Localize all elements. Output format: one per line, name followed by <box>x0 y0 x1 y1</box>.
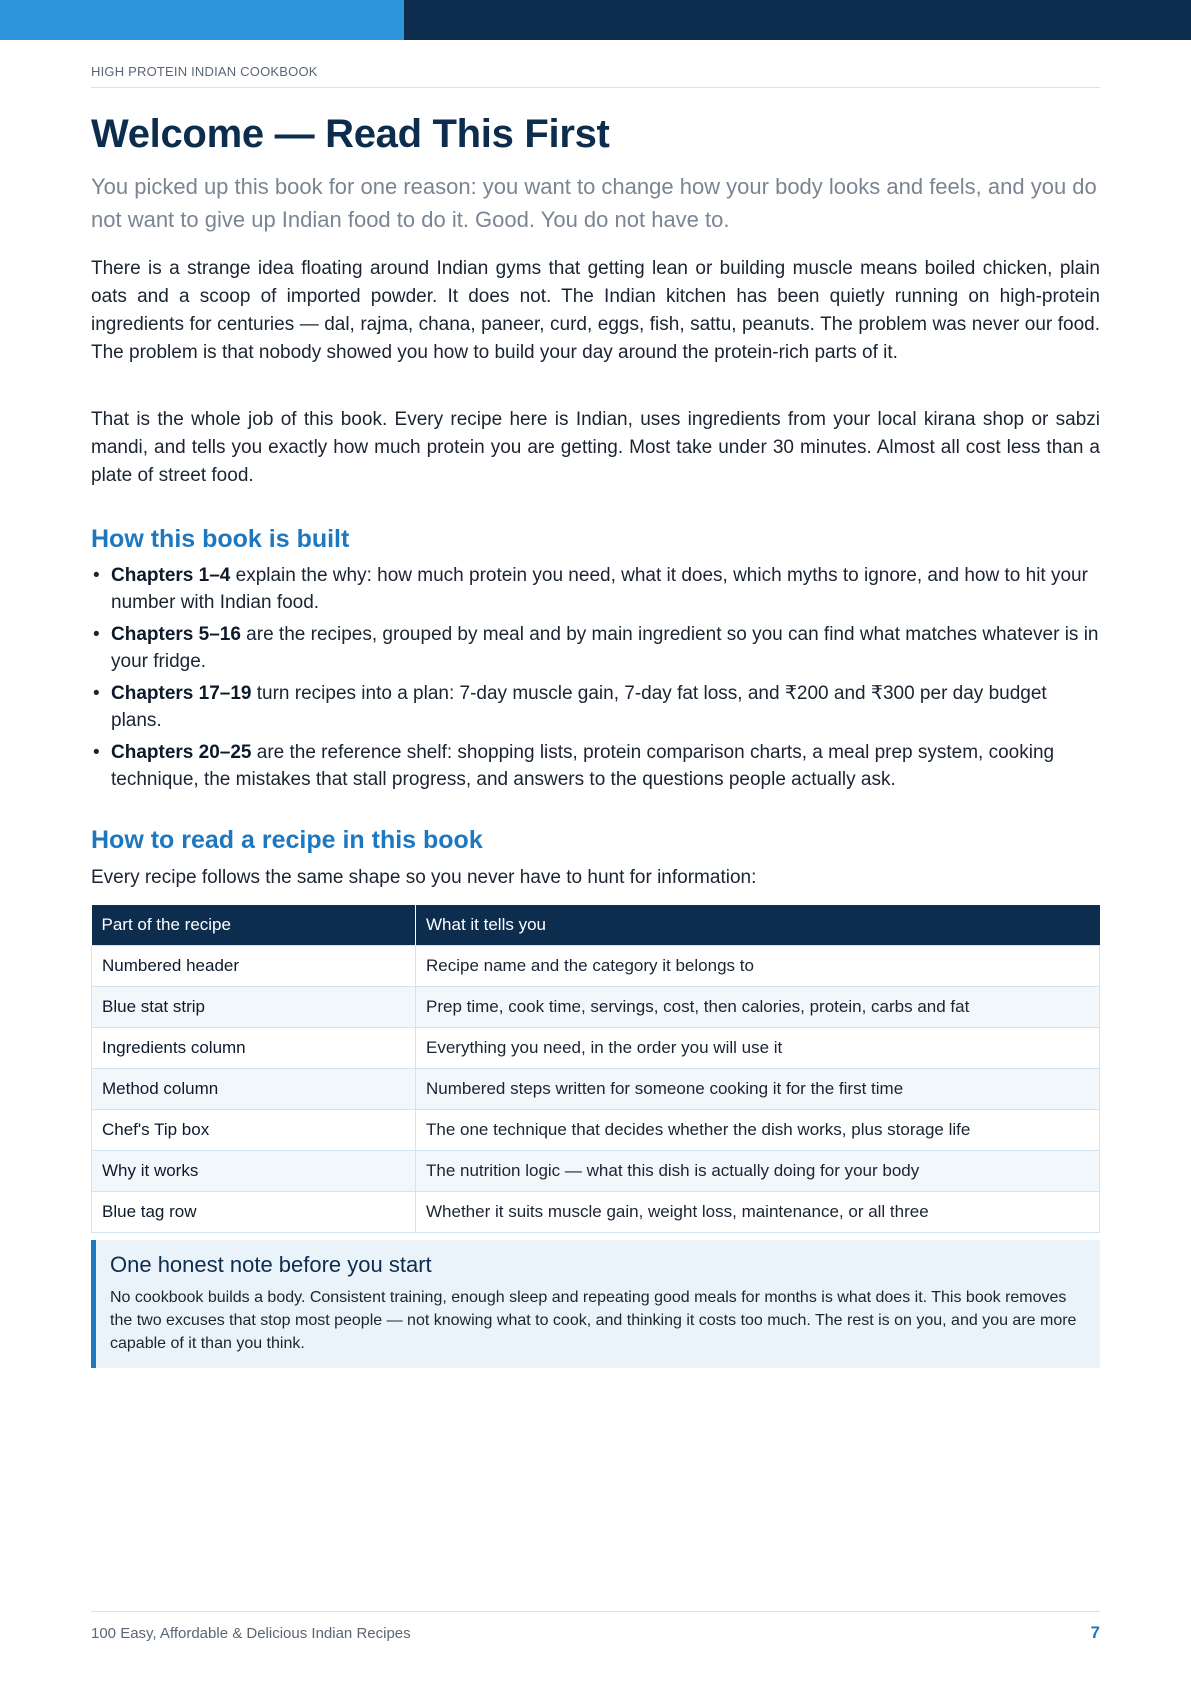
recipe-part-cell: Numbered header <box>92 946 416 987</box>
table-row <box>92 1192 1100 1233</box>
table-row <box>92 987 1100 1028</box>
chapter-range: Chapters 20–25 <box>111 742 252 763</box>
header-divider <box>91 87 1100 88</box>
chapter-description: are the recipes, grouped by meal and by main ingredient so you can find what matches whatever is in your fridge. <box>111 624 1099 672</box>
section-heading-book-structure: How this book is built <box>91 525 350 553</box>
recipe-part-cell: Why it works <box>92 1151 416 1192</box>
chapter-description: explain the why: how much protein you need, what it does, which myths to ignore, and how to hit your number with Indian food. <box>111 565 1088 613</box>
recipe-part-cell: Blue tag row <box>92 1192 416 1233</box>
description-cell: Recipe name and the category it belongs to <box>416 946 1100 987</box>
description-cell: Whether it suits muscle gain, weight loss, maintenance, or all three <box>416 1192 1100 1233</box>
recipe-part-cell: Chef's Tip box <box>92 1110 416 1151</box>
top-accent-bar <box>0 0 404 40</box>
intro-paragraph-2: That is the whole job of this book. Every recipe here is Indian, uses ingredients from your local kirana shop or sabzi mandi, and tells you exactly how much protein you are getting. Most take under 30 minutes. Almost all cost less than a plate of street food. <box>91 409 1100 486</box>
column-header: Part of the recipe <box>92 905 416 946</box>
recipe-part-cell: Ingredients column <box>92 1028 416 1069</box>
section-heading-read-recipe: How to read a recipe in this book <box>91 826 483 854</box>
description-cell: Numbered steps written for someone cooking it for the first time <box>416 1069 1100 1110</box>
running-header: HIGH PROTEIN INDIAN COOKBOOK <box>91 64 318 79</box>
table-row <box>92 1110 1100 1151</box>
recipe-part-cell: Blue stat strip <box>92 987 416 1028</box>
lead-paragraph: You picked up this book for one reason: you want to change how your body looks and feels, and you do not want to give up Indian food to do it. Good. You do not have to. <box>91 174 1097 232</box>
bullet-icon: • <box>93 624 100 645</box>
footer-book-subtitle: 100 Easy, Affordable & Delicious Indian Recipes <box>91 1625 411 1642</box>
column-header: What it tells you <box>416 905 1100 946</box>
table-header-row <box>92 905 1100 946</box>
recipe-part-cell: Method column <box>92 1069 416 1110</box>
chapter-list <box>91 562 1100 798</box>
description-cell: The one technique that decides whether the dish works, plus storage life <box>416 1110 1100 1151</box>
description-cell: The nutrition logic — what this dish is actually doing for your body <box>416 1151 1100 1192</box>
honest-note-callout <box>91 1240 1100 1368</box>
chapter-description: are the reference shelf: shopping lists, protein comparison charts, a meal prep system, cooking technique, the mistakes that stall progress, and answers to the questions people actually ask. <box>111 742 1055 790</box>
note-body: No cookbook builds a body. Consistent training, enough sleep and repeating good meals for months is what does it. This book removes the two excuses that stop most people — not knowing what to cook, and thinking it costs too much. The rest is on you, and you are more capable of it than you think. <box>110 1289 1077 1352</box>
chapter-range: Chapters 5–16 <box>111 624 241 645</box>
description-cell: Prep time, cook time, servings, cost, then calories, protein, carbs and fat <box>416 987 1100 1028</box>
description-cell: Everything you need, in the order you will use it <box>416 1028 1100 1069</box>
page-number: 7 <box>1090 1623 1100 1642</box>
table-intro: Every recipe follows the same shape so you never have to hunt for information: <box>91 867 757 888</box>
chapter-range: Chapters 17–19 <box>111 683 252 704</box>
table-row <box>92 1151 1100 1192</box>
chapter-description: turn recipes into a plan: 7-day muscle gain, 7-day fat loss, and ₹200 and ₹300 per day budget plans. <box>111 683 1047 731</box>
table-row <box>92 1069 1100 1110</box>
intro-paragraph-1: There is a strange idea floating around Indian gyms that getting lean or building muscle means boiled chicken, plain oats and a scoop of imported powder. It does not. The Indian kitchen has been quietly running on high-protein ingredients for centuries — dal, rajma, chana, paneer, curd, eggs, fish, sattu, peanuts. The problem was never our food. The problem is that nobody showed you how to build your day around the protein-rich parts of it. <box>91 258 1100 363</box>
bullet-icon: • <box>93 742 100 763</box>
table-row <box>92 946 1100 987</box>
note-title: One honest note before you start <box>110 1252 432 1277</box>
list-item <box>91 680 1100 734</box>
bullet-icon: • <box>93 683 100 704</box>
list-item <box>91 739 1100 793</box>
list-item <box>91 621 1100 675</box>
chapter-range: Chapters 1–4 <box>111 565 231 586</box>
page-title: Welcome — Read This First <box>91 112 610 156</box>
bullet-icon: • <box>93 565 100 586</box>
table-row <box>92 1028 1100 1069</box>
list-item <box>91 562 1100 616</box>
recipe-anatomy-table <box>91 905 1100 1233</box>
footer-divider <box>91 1611 1100 1612</box>
